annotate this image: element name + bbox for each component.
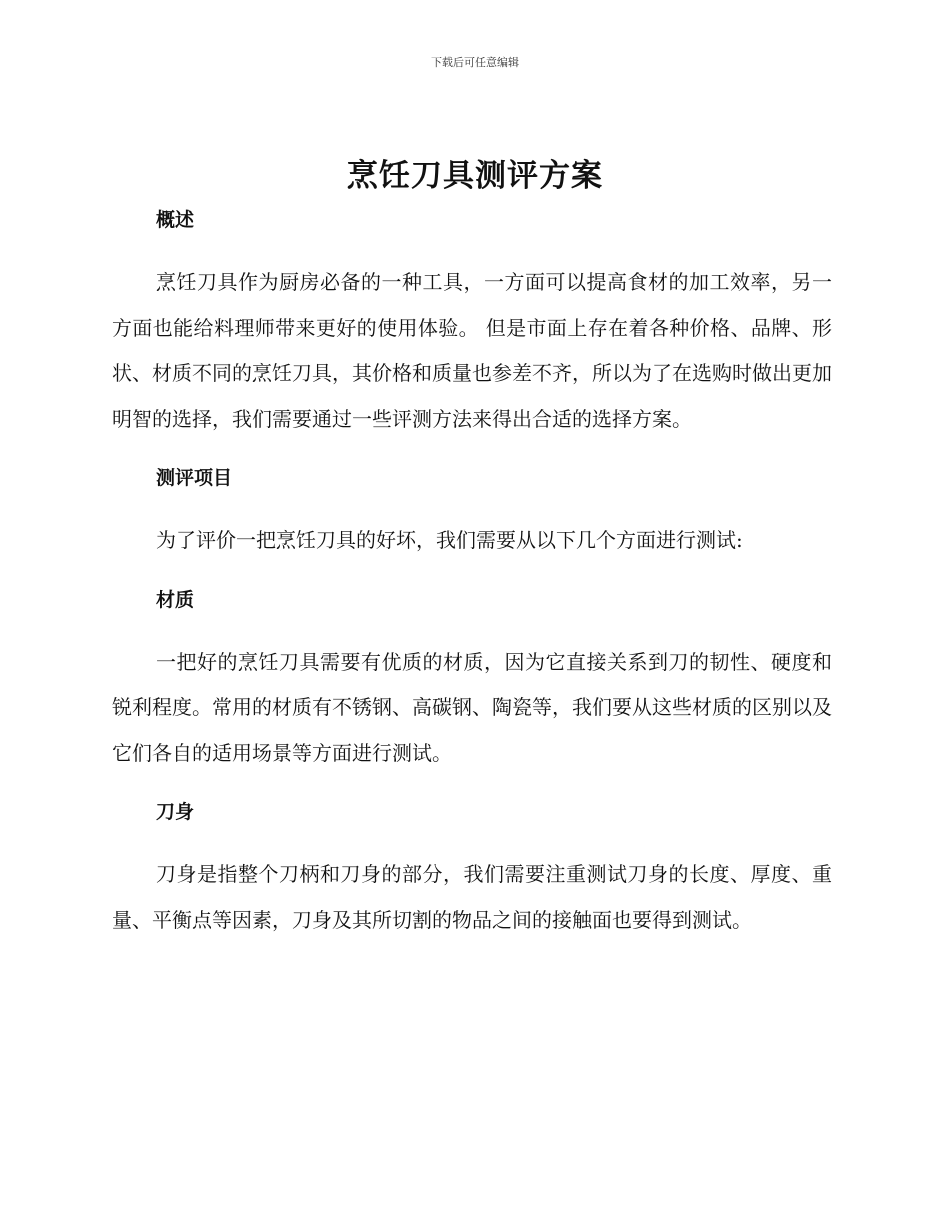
document-title: 烹饪刀具测评方案 (347, 158, 603, 194)
section-heading-overview: 概述 (156, 209, 195, 231)
section-paragraph-test-items: 为了评价一把烹饪刀具的好坏，我们需要从以下几个方面进行测试: (156, 528, 743, 552)
page-header-note: 下载后可任意编辑 (431, 56, 519, 69)
section-heading-test-items: 测评项目 (156, 467, 233, 489)
section-heading-material: 材质 (156, 588, 195, 611)
section-paragraph-material: 一把好的烹饪刀具需要有优质的材质，因为它直接关系到刀的韧性、硬度和锐利程度。常用的材质有不锈钢、高碳钢、陶瓷等，我们要从这些材质的区别以及它们各自的适用场景等方面进行测试。 (112, 649, 832, 765)
section-heading-blade: 刀身 (156, 801, 195, 823)
document-body (112, 204, 832, 943)
section-paragraph-overview: 烹饪刀具作为厨房必备的一种工具，一方面可以提高食材的加工效率，另一方面也能给料理师带来更好的使用体验。 但是市面上存在着各种价格、品牌、形状、材质不同的烹饪刀具，其价格和质量也参差不齐，所以为了在选购时做出更加明智的选择，我们需要通过一些评测方法来得出合适的选择方案。 (112, 270, 832, 431)
section-paragraph-blade: 刀身是指整个刀柄和刀身的部分，我们需要注重测试刀身的长度、厚度、重量、平衡点等因素，刀身及其所切割的物品之间的接触面也要得到测试。 (112, 862, 832, 932)
